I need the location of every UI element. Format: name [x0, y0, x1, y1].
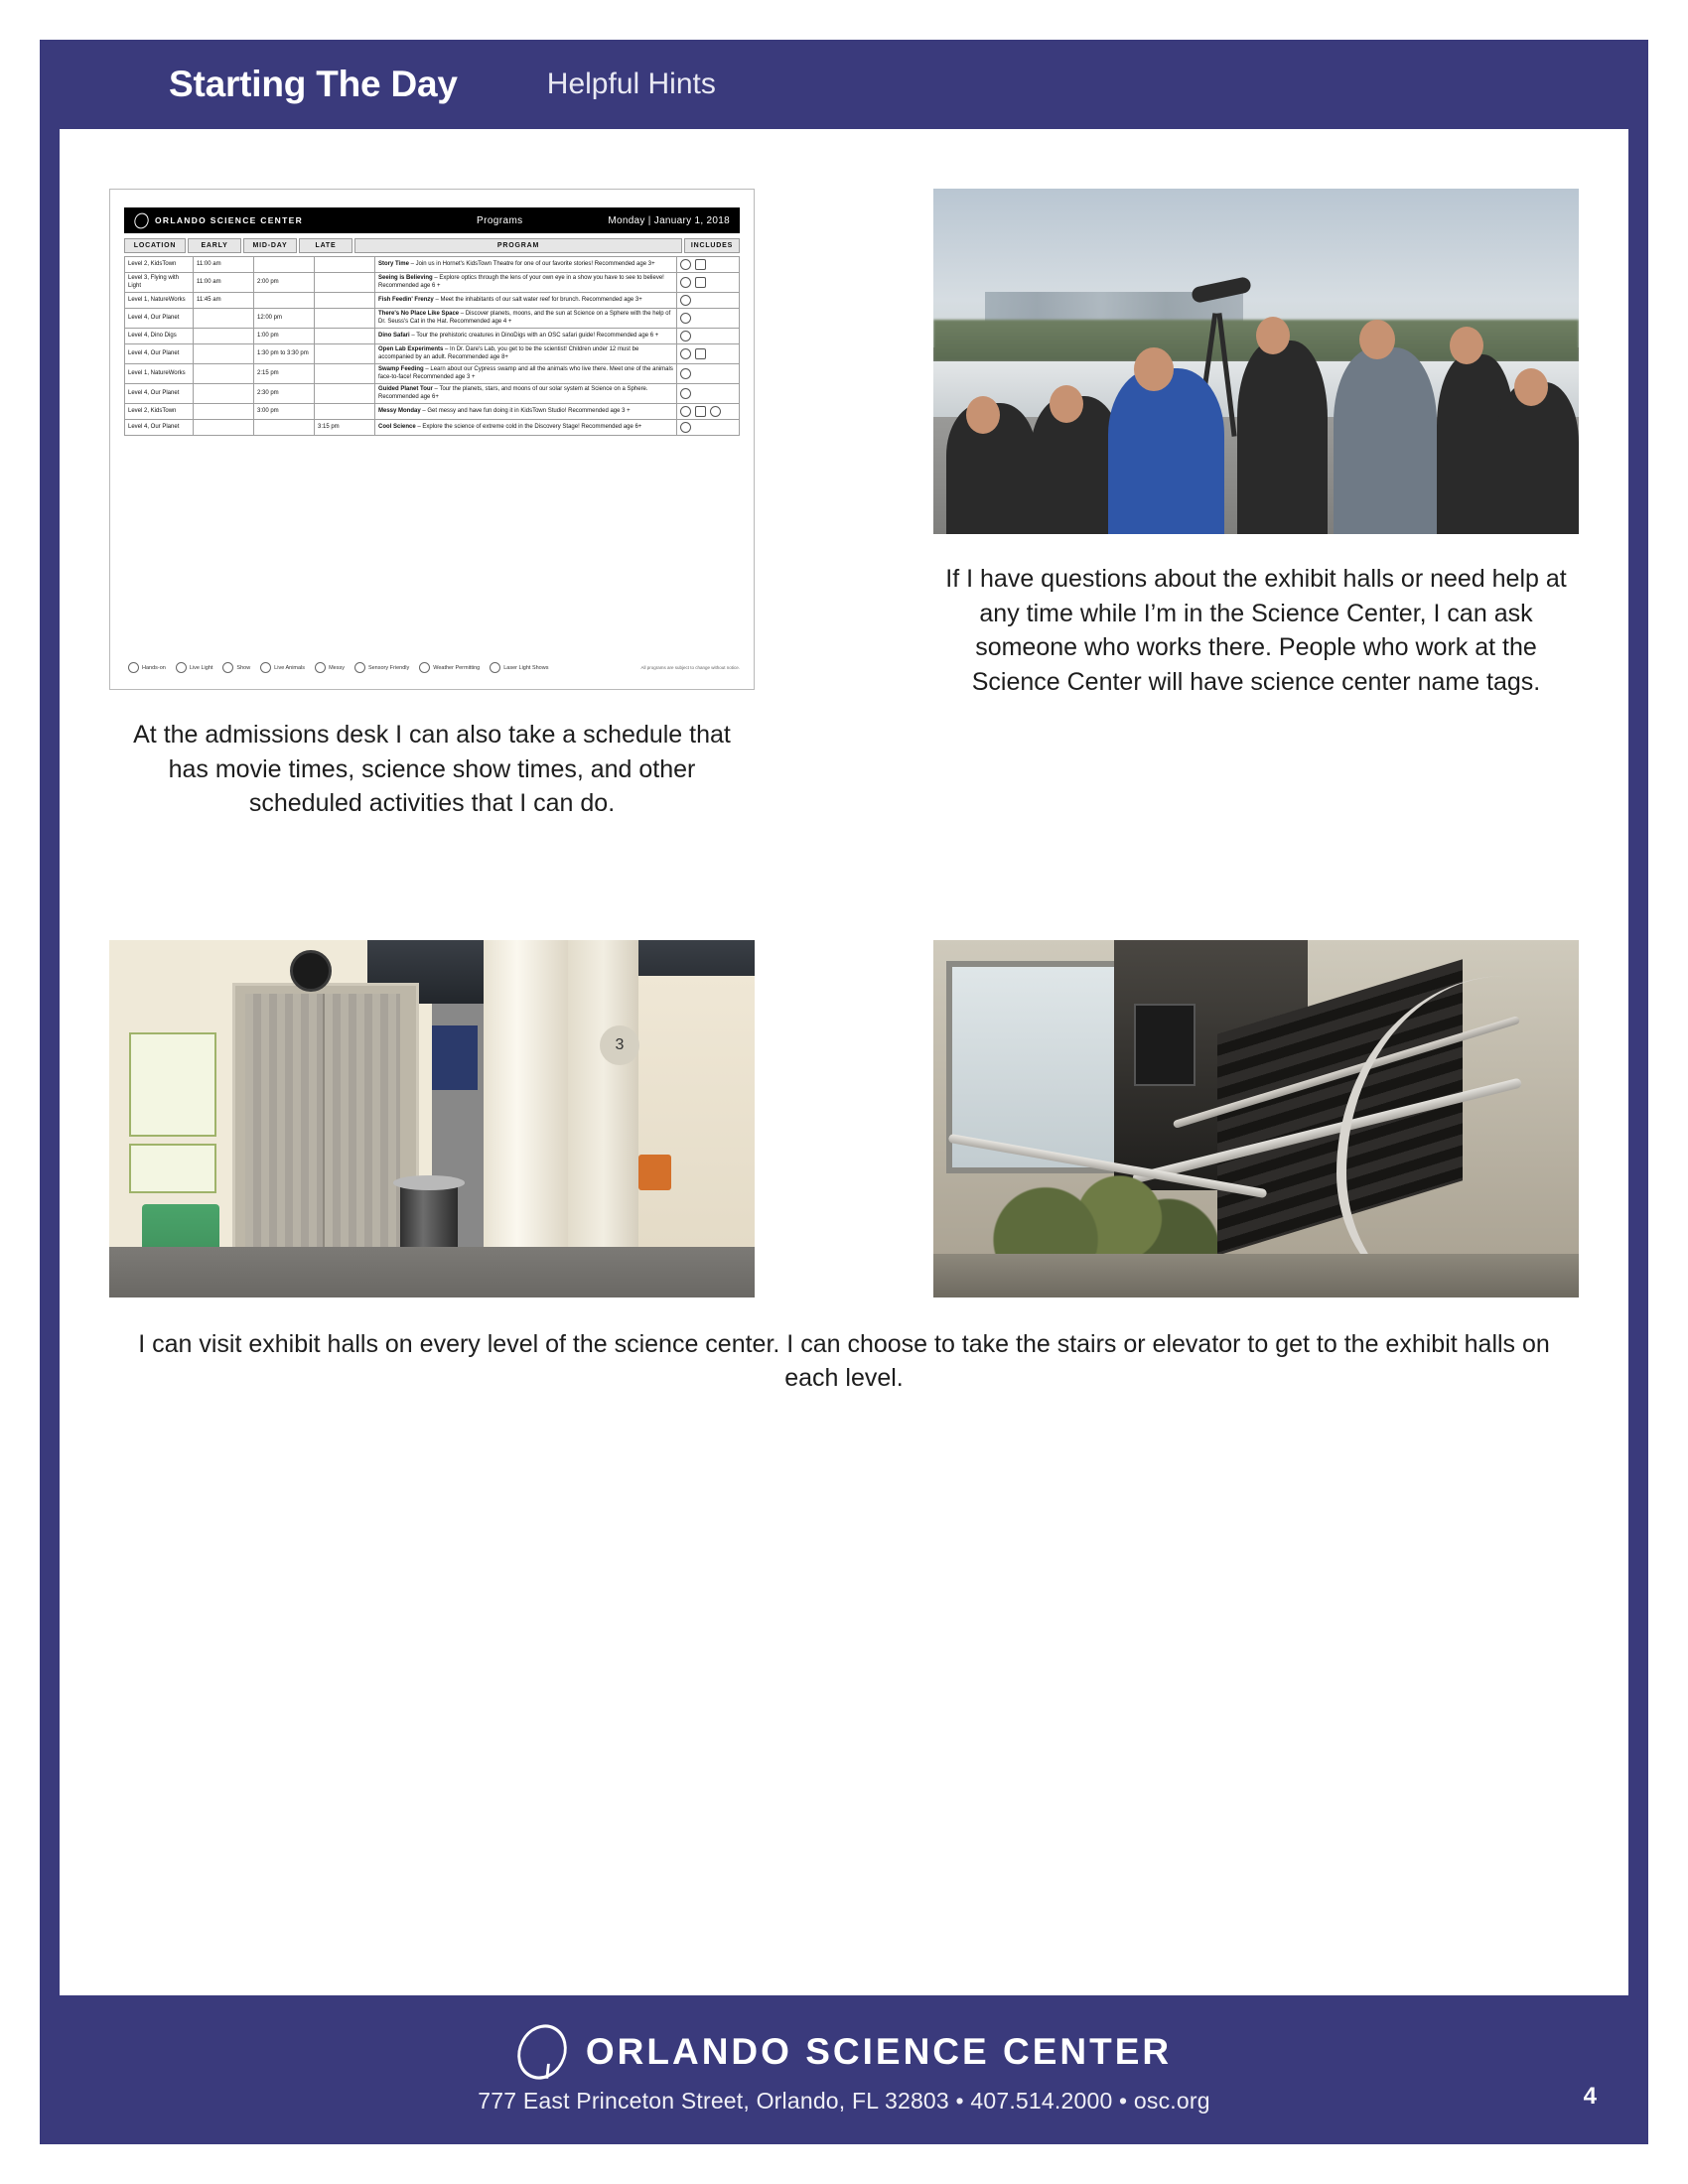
elevator-photo — [109, 940, 755, 1297]
schedule-programs-label: Programs — [477, 214, 523, 226]
row-location: Level 4, Our Planet — [125, 384, 194, 404]
row-program-title: Seeing is Believing — [378, 275, 433, 281]
legend-label: Messy — [329, 664, 345, 671]
row-midday: 2:30 pm — [254, 384, 315, 404]
row-early — [194, 384, 254, 404]
row-program-title: Dino Safari — [378, 332, 410, 339]
schedule-date: Monday | January 1, 2018 — [608, 214, 730, 226]
row-program-title: Messy Monday — [378, 407, 421, 414]
footer-brand: ORLANDO SCIENCE CENTER — [585, 2030, 1173, 2072]
messy-icon — [695, 406, 706, 417]
messy-icon — [695, 348, 706, 359]
trash-can-lid — [393, 1175, 465, 1189]
row-program-text: – Get messy and have fun doing it in KidsTown Studio! Recommended age 3 + — [420, 407, 631, 414]
row-program-text: – Discover planets, moons, and the sun at Science on a Sphere with the help of Dr. Seuss's Cat in the Hat. Recommended age 4 + — [378, 311, 671, 325]
stairs-cell — [933, 940, 1579, 1297]
osc-logo-icon — [132, 210, 150, 231]
wall-clock-icon — [290, 950, 332, 992]
legend-item — [315, 662, 345, 673]
show-icon — [695, 277, 706, 288]
weather-permitting-icon — [419, 662, 430, 673]
row-location: Level 2, KidsTown — [125, 404, 194, 420]
row-includes — [677, 293, 740, 309]
schedule-col-includes: INCLUDES — [684, 238, 740, 253]
row-program — [375, 384, 677, 404]
row-program — [375, 404, 677, 420]
row-early — [194, 420, 254, 436]
page-sheet — [40, 40, 1648, 2144]
row-location: Level 3, Flying with Light — [125, 273, 194, 293]
person-head — [1514, 368, 1548, 406]
row-includes — [677, 384, 740, 404]
schedule-col-midday: MID-DAY — [243, 238, 297, 253]
row-program-text: – Join us in Hornet's KidsTown Theatre for one of our favorite stories! Recommended age 3+ — [408, 260, 655, 267]
live-animals-icon — [260, 662, 271, 673]
table-row — [125, 273, 740, 293]
table-row — [125, 344, 740, 364]
row-program-title: Swamp Feeding — [378, 366, 424, 372]
person-head — [1450, 327, 1483, 364]
legend-label: Sensory Friendly — [367, 664, 410, 671]
row-location: Level 4, Dino Digs — [125, 329, 194, 344]
row-program-text: – Learn about our Cypress swamp and all the animals who live there. Meet one of the animals face-to-face! Recommended age 3 + — [378, 366, 673, 380]
row-midday: 12:00 pm — [254, 309, 315, 329]
legend-label: Live Light — [189, 664, 213, 671]
photo-wall-right — [638, 976, 755, 1248]
row-early — [194, 309, 254, 329]
row-late — [315, 309, 375, 329]
table-row — [125, 420, 740, 436]
schedule-header-bar — [124, 207, 740, 233]
hands-on-icon — [680, 406, 691, 417]
row-program — [375, 344, 677, 364]
live-animals-icon — [680, 368, 691, 379]
wall-poster — [129, 1032, 217, 1137]
table-row — [125, 384, 740, 404]
row-midday: 3:00 pm — [254, 404, 315, 420]
schedule-legend — [128, 662, 740, 673]
row-program-title: Open Lab Experiments — [378, 346, 444, 352]
row-includes — [677, 344, 740, 364]
staff-cell — [933, 189, 1579, 821]
legend-item — [419, 662, 480, 673]
row-midday: 2:00 pm — [254, 273, 315, 293]
row-late — [315, 257, 375, 273]
row-midday — [254, 293, 315, 309]
show-icon — [680, 388, 691, 399]
row-program — [375, 257, 677, 273]
legend-item — [176, 662, 213, 673]
row-includes — [677, 404, 740, 420]
levels-caption: I can visit exhibit halls on every level of the science center. I can choose to take the stairs or elevator to get to the exhibit halls on each level. — [138, 1329, 1550, 1392]
row-program — [375, 309, 677, 329]
row-late — [315, 384, 375, 404]
row-early: 11:00 am — [194, 257, 254, 273]
messy-icon — [315, 662, 326, 673]
legend-item — [222, 662, 250, 673]
footer-brand-row — [516, 2026, 1172, 2078]
row-location: Level 1, NatureWorks — [125, 293, 194, 309]
photo-floor — [933, 1254, 1579, 1297]
table-row — [125, 257, 740, 273]
wall-sign — [1134, 1004, 1196, 1086]
person-head — [1256, 317, 1290, 354]
sensory-friendly-icon — [354, 662, 365, 673]
show-icon — [680, 422, 691, 433]
person-figure — [1108, 368, 1224, 534]
show-icon — [680, 313, 691, 324]
schedule-col-early: EARLY — [188, 238, 241, 253]
row-program-text: – In Dr. Dare's Lab, you get to be the scientist! Children under 12 must be accompanied by an adult. Recommended age 8+ — [378, 346, 639, 360]
schedule-caption: At the admissions desk I can also take a schedule that has movie times, science show times, and other scheduled activities that I can do. — [133, 721, 731, 817]
legend-label: Weather Permitting — [433, 664, 481, 671]
row-midday: 1:30 pm to 3:30 pm — [254, 344, 315, 364]
table-row — [125, 364, 740, 384]
row-location: Level 1, NatureWorks — [125, 364, 194, 384]
row-includes — [677, 329, 740, 344]
legend-item — [354, 662, 409, 673]
legend-label: Live Animals — [274, 664, 306, 671]
schedule-col-location: LOCATION — [124, 238, 186, 253]
legend-label: Show — [236, 664, 251, 671]
show-icon — [695, 259, 706, 270]
recycling-sign — [129, 1144, 217, 1194]
show-icon — [222, 662, 233, 673]
row-spacer — [109, 821, 1579, 940]
stairs-photo — [933, 940, 1579, 1297]
laser-light-shows-icon — [490, 662, 500, 673]
row-early: 11:00 am — [194, 273, 254, 293]
row-midday — [254, 420, 315, 436]
row-program-text: – Explore the science of extreme cold in the Discovery Stage! Recommended age 6+ — [415, 423, 642, 430]
footer-address: 777 East Princeton Street, Orlando, FL 32803 • 407.514.2000 • osc.org — [478, 2087, 1210, 2114]
row-location: Level 4, Our Planet — [125, 420, 194, 436]
person-head — [1359, 320, 1395, 359]
row-program-text: – Explore optics through the lens of your own eye in a show you have to see to believe! Recommended age 6 + — [378, 275, 664, 289]
lobby-column — [484, 940, 568, 1276]
hands-on-icon — [680, 348, 691, 359]
row-program-title: Fish Feedin' Frenzy — [378, 296, 434, 303]
row-program-title: Guided Planet Tour — [378, 386, 433, 392]
orange-fixture — [638, 1155, 671, 1190]
row-location: Level 4, Our Planet — [125, 309, 194, 329]
row-early: 11:45 am — [194, 293, 254, 309]
row-program — [375, 420, 677, 436]
row-early — [194, 329, 254, 344]
schedule-brand: ORLANDO SCIENCE CENTER — [155, 215, 304, 225]
row-midday: 2:15 pm — [254, 364, 315, 384]
live-light-icon — [176, 662, 187, 673]
schedule-col-late: LATE — [299, 238, 352, 253]
row-program — [375, 329, 677, 344]
page-number: 4 — [1583, 2083, 1597, 2110]
hands-on-icon — [128, 662, 139, 673]
row-includes — [677, 257, 740, 273]
schedule-col-program: PROGRAM — [354, 238, 682, 253]
person-head — [966, 396, 1000, 434]
row-program-title: There's No Place Like Space — [378, 311, 460, 317]
staff-photo — [933, 189, 1579, 534]
row-program-text: – Tour the prehistoric creatures in DinoDigs with an OSC safari guide! Recommended age 6 + — [409, 332, 659, 339]
schedule-cell — [109, 189, 755, 821]
row-program — [375, 364, 677, 384]
table-row — [125, 404, 740, 420]
row-early — [194, 364, 254, 384]
row-program-text: – Tour the planets, stars, and moons of our solar system at Science on a Sphere. Recommended age 6+ — [378, 386, 648, 400]
legend-note: All programs are subject to change without notice. — [640, 665, 740, 670]
row-late — [315, 273, 375, 293]
program-schedule-image — [109, 189, 755, 690]
page-subtitle: Helpful Hints — [546, 68, 716, 100]
lobby-column — [568, 940, 639, 1262]
person-head — [1134, 347, 1174, 391]
row-includes — [677, 364, 740, 384]
hands-on-icon — [680, 259, 691, 270]
page-title: Starting The Day — [169, 64, 458, 104]
row-late — [315, 404, 375, 420]
level-number-sign: 3 — [600, 1025, 639, 1065]
elevator-cell — [109, 940, 755, 1297]
row-program — [375, 273, 677, 293]
row-includes — [677, 420, 740, 436]
row-midday: 1:00 pm — [254, 329, 315, 344]
row-late: 3:15 pm — [315, 420, 375, 436]
row-includes — [677, 309, 740, 329]
sensory-friendly-icon — [710, 406, 721, 417]
legend-label: Laser Light Shows — [503, 664, 549, 671]
row-location: Level 4, Our Planet — [125, 344, 194, 364]
row-midday — [254, 257, 315, 273]
row-location: Level 2, KidsTown — [125, 257, 194, 273]
page-footer — [40, 1995, 1648, 2144]
row-early — [194, 344, 254, 364]
legend-item — [260, 662, 305, 673]
legend-label: Hands-on — [142, 664, 166, 671]
legend-item — [490, 662, 548, 673]
table-row — [125, 329, 740, 344]
table-row — [125, 309, 740, 329]
hands-on-icon — [680, 277, 691, 288]
row-program — [375, 293, 677, 309]
row-late — [315, 293, 375, 309]
row-program-text: – Meet the inhabitants of our salt water reef for brunch. Recommended age 3+ — [433, 296, 642, 303]
legend-item — [128, 662, 166, 673]
row-late — [315, 329, 375, 344]
osc-logo-icon — [512, 2016, 571, 2087]
row-late — [315, 364, 375, 384]
row-program-title: Cool Science — [378, 423, 416, 430]
elevator-door-split — [323, 994, 325, 1255]
row-program-title: Story Time — [378, 260, 409, 267]
photo-floor — [109, 1247, 755, 1297]
hands-on-icon — [680, 331, 691, 341]
person-figure — [1334, 347, 1437, 534]
live-animals-icon — [680, 295, 691, 306]
table-row — [125, 293, 740, 309]
row-includes — [677, 273, 740, 293]
page-header — [40, 40, 1648, 129]
content-grid — [109, 189, 1579, 1396]
row-late — [315, 344, 375, 364]
staff-caption: If I have questions about the exhibit halls or need help at any time while I’m in the Science Center, I can ask someone who works there. People who work at the Science Center will have science center name tags. — [945, 565, 1567, 696]
schedule-column-headers — [124, 238, 740, 253]
page-content — [60, 129, 1628, 1995]
row-early — [194, 404, 254, 420]
schedule-table — [124, 256, 740, 436]
wall-panel — [432, 1025, 478, 1090]
person-figure — [1237, 341, 1328, 534]
